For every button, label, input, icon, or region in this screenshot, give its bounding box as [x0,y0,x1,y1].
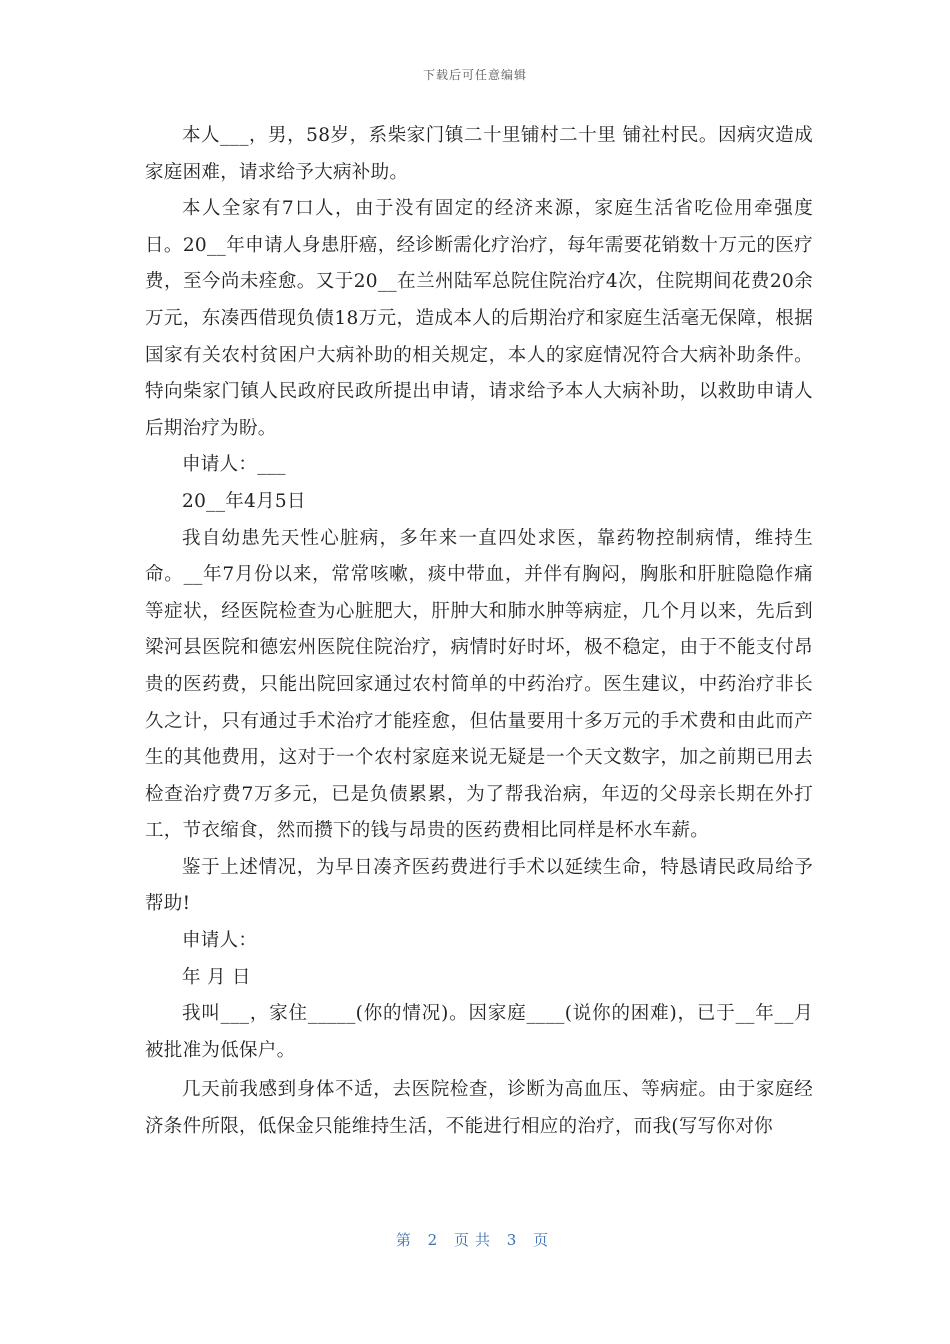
paragraph-4: 鉴于上述情况，为早日凑齐医药费进行手术以延续生命，特恳请民政局给予帮助! [145,856,813,915]
page-number-footer: 第 2 页共 3 页 [395,1231,555,1249]
paragraph-2: 本人全家有7口人，由于没有固定的经济来源，家庭生活省吃俭用牵强度日。20__年申请人身患肝癌，经诊断需化疗治疗，每年需要花销数十万元的医疗费，至今尚未痊愈。又于20__在兰州陆军总院住院治疗4次，住院期间花费20余万元，东凑西借现负债18万元，造成本人的后期治疗和家庭生活毫无保障，根据国家有关农村贫困户大病补助的相关规定，本人的家庭情况符合大病补助条件。特向柴家门镇人民政府民政所提出申请，请求给予本人大病补助，以救助申请人后期治疗为盼。 [145,198,813,439]
paragraph-5: 我叫___，家住_____(你的情况)。因家庭____(说你的困难)，已于__年__月被批准为低保户。 [145,1003,813,1061]
signature-applicant-1: 申请人：___ [182,454,286,476]
date-2: 年 月 日 [182,966,251,988]
paragraph-3: 我自幼患先天性心脏病，多年来一直四处求医，靠药物控制病情，维持生命。__年7月份以来，常常咳嗽，痰中带血，并伴有胸闷，胸胀和肝脏隐隐作痛等症状，经医院检查为心脏肥大，肝肿大和肺水肿等病症，几个月以来，先后到梁河县医院和德宏州医院住院治疗，病情时好时坏，极不稳定，由于不能支付昂贵的医药费，只能出院回家通过农村简单的中药治疗。医生建议，中药治疗非长久之计，只有通过手术治疗才能痊愈，但估量要用十多万元的手术费和由此而产生的其他费用，这对于一个农村家庭来说无疑是一个天文数字，加之前期已用去检查治疗费7万多元，已是负债累累，为了帮我治病，年迈的父母亲长期在外打工，节衣缩食，然而攒下的钱与昂贵的医药费相比同样是杯水车薪。 [145,527,813,842]
date-1: 20__年4月5日 [182,490,306,512]
signature-applicant-2: 申请人： [182,930,258,952]
document-body [145,118,813,1146]
page-header-note: 下载后可任意编辑 [422,68,527,82]
paragraph-6: 几天前我感到身体不适，去医院检查，诊断为高血压、等病症。由于家庭经济条件所限，低保金只能维持生活，不能进行相应的治疗，而我(写写你对你 [145,1079,813,1138]
paragraph-1: 本人___，男，58岁，系柴家门镇二十里铺村二十里 铺社村民。因病灾造成家庭困难，请求给予大病补助。 [145,125,813,183]
